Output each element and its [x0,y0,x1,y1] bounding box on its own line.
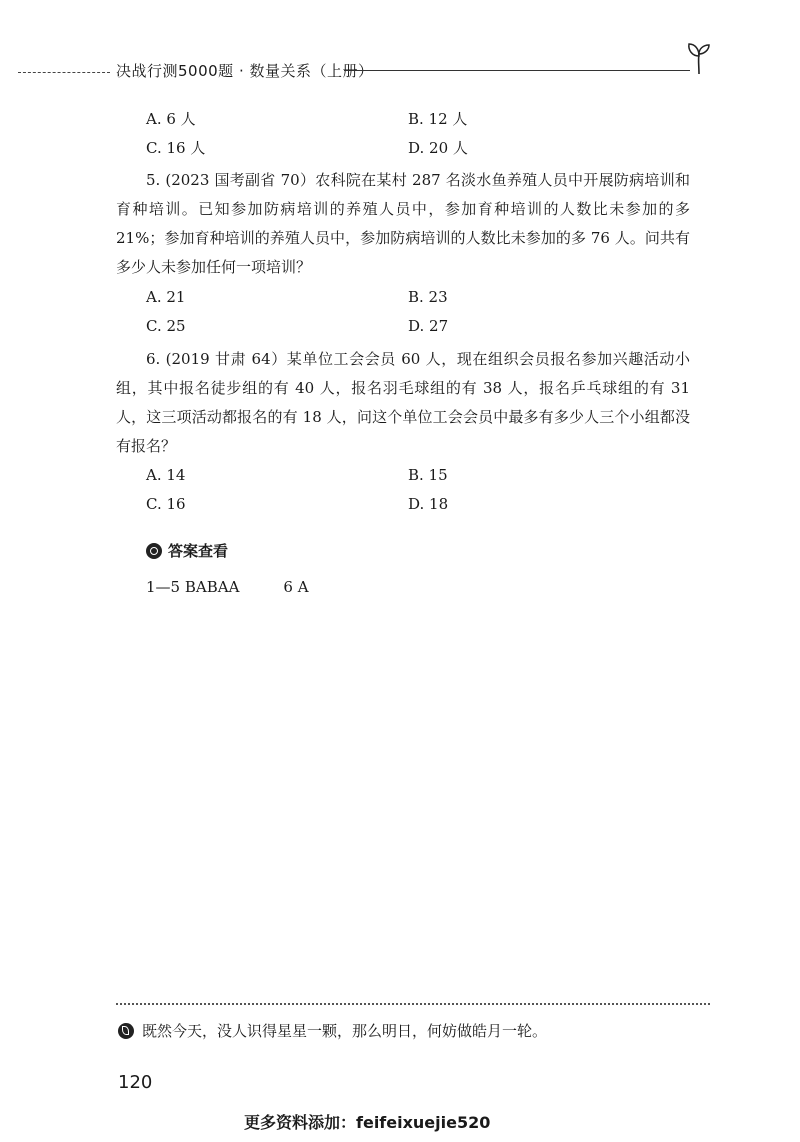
running-header-title: 决战行测5000题 · 数量关系（上册） [116,62,374,80]
question-5-text: 5. (2023 国考副省 70）农科院在某村 287 名淡水鱼养殖人员中开展防病培训和育种培训。已知参加防病培训的养殖人员中，参加育种培训的人数比未参加的多 21%；参加育种培训的养殖人员中，参加防病培训的人数比未参加的多 76 人。问共有多少人未参加任何一项培训？ [116,171,690,276]
answer-heading-label: 答案查看 [168,542,229,560]
page-number: 120 [118,1072,153,1093]
footer-quote-text: 既然今天，没人识得星星一颗，那么明日，何妨做皓月一轮。 [142,1022,548,1040]
watermark-text: 更多资料添加：feifeixuejie520 [244,1113,491,1132]
q6-option-c: C. 16 [146,495,186,513]
magnifier-bullet-icon [146,543,162,559]
q5-option-b: B. 23 [408,288,448,306]
q4-option-c: C. 16 人 [146,139,206,157]
q6-option-b: B. 15 [408,466,448,484]
q6-option-d: D. 18 [408,495,449,513]
answer-range: 1—5 BABAA [146,578,240,596]
q5-option-a: A. 21 [146,288,186,306]
q4-option-a: A. 6 人 [146,110,196,128]
leaf-bullet-icon [118,1023,134,1039]
q4-option-b: B. 12 人 [408,110,468,128]
header-rule-right [344,70,690,71]
question-6-text: 6. (2019 甘肃 64）某单位工会会员 60 人，现在组织会员报名参加兴趣活动小组，其中报名徒步组的有 40 人，报名羽毛球组的有 38 人，报名乒乓球组的有 31 人，这三项活动都报名的有 18 人，问这个单位工会会员中最多有多少人三个小组都没有报名？ [116,350,690,455]
header-rule-left [18,72,110,73]
answer-key [146,578,309,596]
footer-dotted-rule [116,1003,710,1005]
q4-option-d: D. 20 人 [408,139,468,157]
answer-section-heading [146,540,228,561]
q5-option-d: D. 27 [408,317,449,335]
sprout-icon [686,40,712,76]
q5-option-c: C. 25 [146,317,186,335]
answer-single: 6 A [283,578,309,596]
footer-quote [118,1020,547,1041]
q6-option-a: A. 14 [146,466,186,484]
